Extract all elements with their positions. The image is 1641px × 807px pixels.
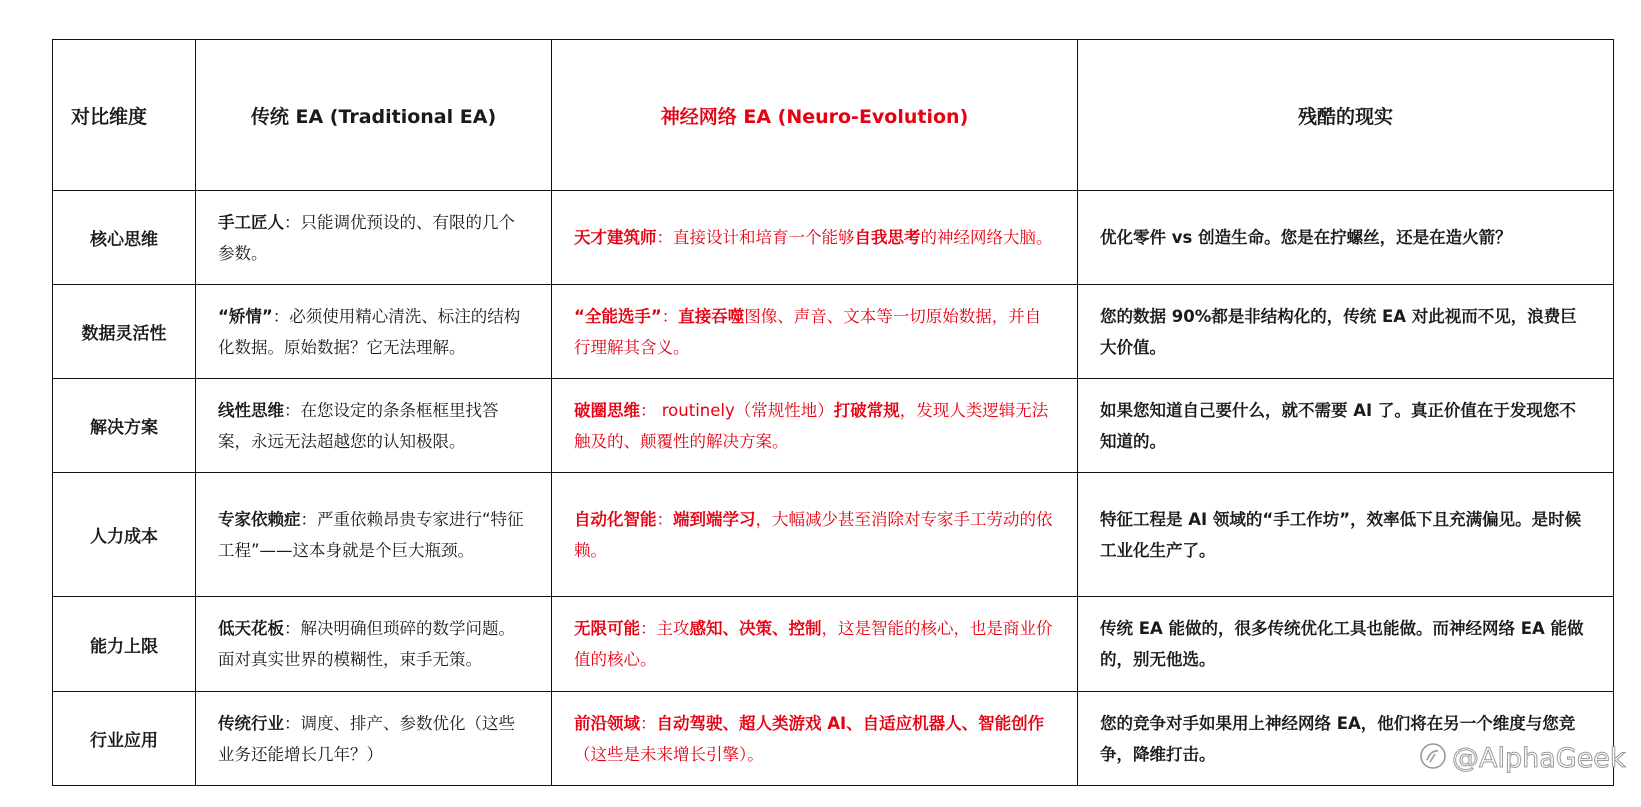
table-row bbox=[53, 692, 1614, 786]
row-neuro bbox=[552, 692, 1078, 786]
header-traditional: 传统 EA (Traditional EA) bbox=[196, 40, 552, 191]
watermark-text: @AlphaGeek bbox=[1452, 743, 1626, 774]
body-text: ，这是智能的核心，也是商业价值的核心。 bbox=[574, 619, 1053, 669]
emphasis-text: 前沿领域 bbox=[574, 713, 640, 733]
row-dimension: 行业应用 bbox=[53, 692, 196, 786]
header-neuro: 神经网络 EA (Neuro-Evolution) bbox=[552, 40, 1078, 191]
header-reality: 残酷的现实 bbox=[1078, 40, 1614, 191]
row-traditional bbox=[196, 285, 552, 379]
row-reality: 您的数据 90%都是非结构化的，传统 EA 对此视而不见，浪费巨大价值。 bbox=[1078, 285, 1614, 379]
row-neuro bbox=[552, 597, 1078, 692]
body-text: ： routinely（常规性地） bbox=[640, 400, 834, 420]
row-reality: 您的竞争对手如果用上神经网络 EA，他们将在另一个维度与您竞争，降维打击。 bbox=[1078, 692, 1614, 786]
emphasis-text: 专家依赖症 bbox=[218, 509, 301, 529]
body-text: ：必须使用精心清洗、标注的结构化数据。原始数据？它无法理解。 bbox=[218, 306, 521, 357]
table-row bbox=[53, 285, 1614, 379]
table-header-row bbox=[53, 40, 1614, 191]
watermark bbox=[1418, 741, 1626, 774]
body-text: ，发现人类逻辑无法触及的、颠覆性的解决方案。 bbox=[574, 400, 1049, 451]
emphasis-text: 感知、决策、控制 bbox=[689, 619, 822, 638]
emphasis-text: 天才建筑师 bbox=[574, 228, 657, 247]
emphasis-text: 直接吞噬 bbox=[678, 306, 745, 326]
body-text: ：直接设计和培育一个能够 bbox=[656, 228, 855, 247]
body-text: （这些是未来增长引擎）。 bbox=[574, 744, 764, 764]
row-dimension: 解决方案 bbox=[53, 379, 196, 473]
row-dimension: 人力成本 bbox=[53, 473, 196, 597]
table-row bbox=[53, 473, 1614, 597]
row-dimension: 数据灵活性 bbox=[53, 285, 196, 379]
body-text: ：解决明确但琐碎的数学问题。面对真实世界的模糊性，束手无策。 bbox=[218, 619, 515, 669]
row-traditional bbox=[196, 692, 552, 786]
emphasis-text: 端到端学习 bbox=[673, 509, 756, 529]
row-dimension: 核心思维 bbox=[53, 191, 196, 285]
body-text: ：主攻 bbox=[640, 619, 690, 638]
table-row bbox=[53, 379, 1614, 473]
emphasis-text: 自动驾驶、超人类游戏 AI、自适应机器人、智能创作 bbox=[656, 713, 1045, 733]
body-text: ：调度、排产、参数优化（这些业务还能增长几年？） bbox=[218, 713, 515, 764]
body-text: ：在您设定的条条框框里找答案，永远无法超越您的认知极限。 bbox=[218, 400, 499, 451]
emphasis-text: “全能选手” bbox=[574, 306, 662, 326]
row-reality: 传统 EA 能做的，很多传统优化工具也能做。而神经网络 EA 能做的，别无他选。 bbox=[1078, 597, 1614, 692]
body-text: ： bbox=[656, 509, 673, 529]
body-text: ： bbox=[640, 713, 657, 733]
body-text: 的神经网络大脑。 bbox=[920, 228, 1053, 247]
emphasis-text: 低天花板 bbox=[218, 619, 284, 638]
header-dimension: 对比维度 bbox=[53, 40, 196, 191]
zhihu-logo-icon bbox=[1418, 741, 1448, 771]
row-neuro bbox=[552, 379, 1078, 473]
row-traditional bbox=[196, 379, 552, 473]
table-row bbox=[53, 191, 1614, 285]
row-traditional bbox=[196, 191, 552, 285]
row-traditional bbox=[196, 473, 552, 597]
row-reality: 特征工程是 AI 领域的“手工作坊”，效率低下且充满偏见。是时候工业化生产了。 bbox=[1078, 473, 1614, 597]
row-neuro bbox=[552, 285, 1078, 379]
emphasis-text: 线性思维 bbox=[218, 400, 284, 420]
emphasis-text: 手工匠人 bbox=[218, 212, 284, 232]
emphasis-text: 打破常规 bbox=[833, 400, 900, 420]
emphasis-text: 自动化智能 bbox=[574, 509, 657, 529]
table-row bbox=[53, 597, 1614, 692]
emphasis-text: 破圈思维 bbox=[574, 400, 640, 420]
comparison-table bbox=[52, 39, 1614, 786]
emphasis-text: “矫情” bbox=[218, 306, 273, 326]
row-neuro bbox=[552, 473, 1078, 597]
body-text: 图像、声音、文本等一切原始数据，并自行理解其含义。 bbox=[574, 306, 1042, 357]
row-neuro bbox=[552, 191, 1078, 285]
emphasis-text: 自我思考 bbox=[854, 228, 921, 247]
body-text: ： bbox=[661, 306, 679, 326]
row-dimension: 能力上限 bbox=[53, 597, 196, 692]
body-text: ：只能调优预设的、有限的几个参数。 bbox=[218, 212, 515, 263]
body-text: ：严重依赖昂贵专家进行“特征工程”——这本身就是个巨大瓶颈。 bbox=[218, 509, 524, 560]
row-reality: 优化零件 vs 创造生命。您是在拧螺丝，还是在造火箭？ bbox=[1078, 191, 1614, 285]
body-text: ，大幅减少甚至消除对专家手工劳动的依赖。 bbox=[574, 509, 1053, 560]
emphasis-text: 无限可能 bbox=[574, 619, 640, 638]
row-reality: 如果您知道自己要什么，就不需要 AI 了。真正价值在于发现您不知道的。 bbox=[1078, 379, 1614, 473]
emphasis-text: 传统行业 bbox=[218, 713, 284, 733]
row-traditional bbox=[196, 597, 552, 692]
